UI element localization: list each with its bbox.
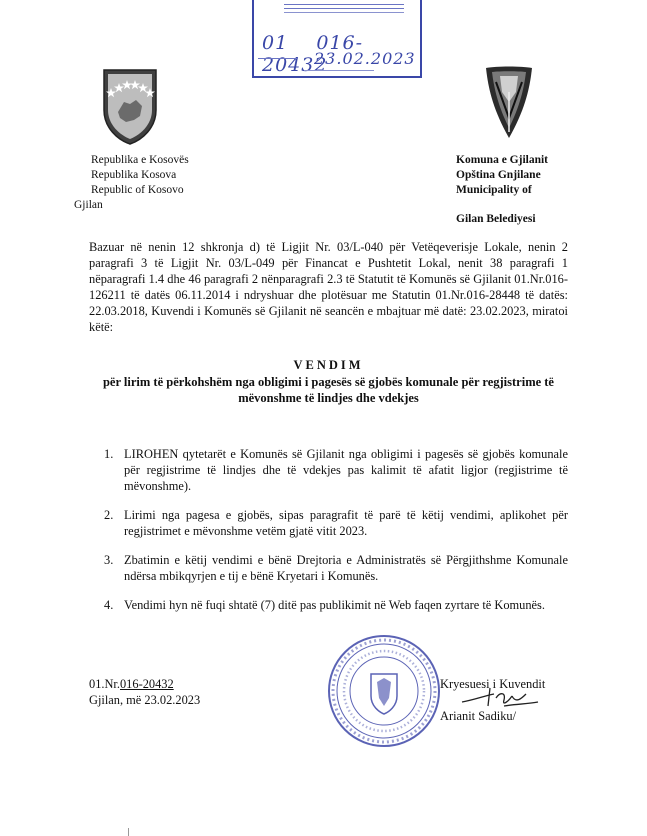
- kosovo-coat-of-arms-icon: [100, 66, 160, 146]
- stamp-footer-line: [304, 70, 374, 73]
- list-item: [104, 507, 568, 539]
- stamp-registry-number: 01 016-20432: [262, 32, 364, 76]
- decision-subtitle: për lirim të përkohshëm nga obligimi i pagesës së gjobës komunale për regjistrime të mëvonshme të lindjes dhe vdekjes: [102, 375, 554, 405]
- official-round-stamp: [325, 632, 443, 750]
- gjilan-municipality-emblem-icon: [478, 62, 540, 144]
- stamp-label-line: [258, 58, 298, 61]
- place-date: Gjilan, më 23.02.2023: [89, 693, 201, 707]
- registry-stamp: [252, 0, 422, 78]
- item-text: Lirimi nga pagesa e gjobës, sipas paragrafit të parë të këtij vendimi, aplikohet për regjistrimet e mëvonshme vetëm gjatë vitit 2023.: [124, 508, 568, 538]
- preamble-paragraph: Bazuar në nenin 12 shkronja d) të Ligjit Nr. 03/L-040 për Vetëqeverisje Lokale, nenin 2 paragrafi 3 të Ligjit Nr. 03/L-049 për Financat e Pushtetit Lokal, nenit 38 paragrafi 1 nëparagrafi 1.4 dhe 46 paragrafi 2 nënparagrafi 2.3 të Statutit të Komunës së Gjilanit 01.Nr.016-126211 të datës 06.11.2014 i ndryshuar dhe plotësuar me Statutin 01.Nr.016-28448 të datës: 22.03.2018, Kuvendi i Komunës së Gjilanit në seancën e mbajtuar më datë: 23.02.2023, miratoi këtë:: [89, 240, 568, 334]
- list-item: [104, 597, 568, 613]
- item-number: 1.: [104, 447, 114, 461]
- document-reference: [89, 676, 200, 708]
- page-edge-mark: [128, 828, 129, 836]
- header-left-line: Republika Kosova: [91, 169, 177, 181]
- list-item: [104, 552, 568, 584]
- reference-number: 01.Nr.016-20432: [89, 677, 174, 691]
- list-item: [104, 446, 568, 494]
- header-right-line: Gilan Belediyesi: [456, 213, 536, 225]
- header-right-line: Komuna e Gjilanit: [456, 154, 549, 166]
- stamp-header-line: [284, 4, 404, 9]
- item-text: Vendimi hyn në fuqi shtatë (7) ditë pas publikimit në Web faqen zyrtare të Komunës.: [124, 598, 545, 612]
- item-text: LIROHEN qytetarët e Komunës së Gjilanit nga obligimi i pagesës së gjobës komunale për regjistrime të lindjes dhe të vdekjes pas kalimit të afatit ligjor (regjistrime të mëvonshme).: [124, 447, 568, 493]
- signer-role: Kryesuesi i Kuvendit: [440, 677, 546, 691]
- decision-title: VENDIM: [293, 358, 364, 372]
- item-number: 2.: [104, 508, 114, 522]
- item-number: 4.: [104, 598, 114, 612]
- decision-items: [104, 446, 568, 626]
- item-text: Zbatimin e këtij vendimi e bënë Drejtoria e Administratës së Përgjithshme Komunale ndërsa mbikqyrjen e tij e bënë Kryetari i Komunës.: [124, 553, 568, 583]
- stamp-registry-date: 23.02.2023: [314, 49, 416, 68]
- header-left-line: Republic of Kosovo: [91, 184, 184, 196]
- handwritten-signature: [460, 684, 540, 714]
- header-left: [74, 153, 189, 213]
- signer-name: Arianit Sadiku/: [440, 709, 517, 723]
- header-left-line: Republika e Kosovës: [91, 154, 189, 166]
- stamp-header-line: [284, 12, 404, 15]
- header-right: [456, 153, 548, 227]
- header-right-line: Opština Gnjilane: [456, 169, 541, 181]
- item-number: 3.: [104, 553, 114, 567]
- header-left-line: Gjilan: [74, 199, 103, 211]
- header-right-line: Municipality of: [456, 184, 532, 196]
